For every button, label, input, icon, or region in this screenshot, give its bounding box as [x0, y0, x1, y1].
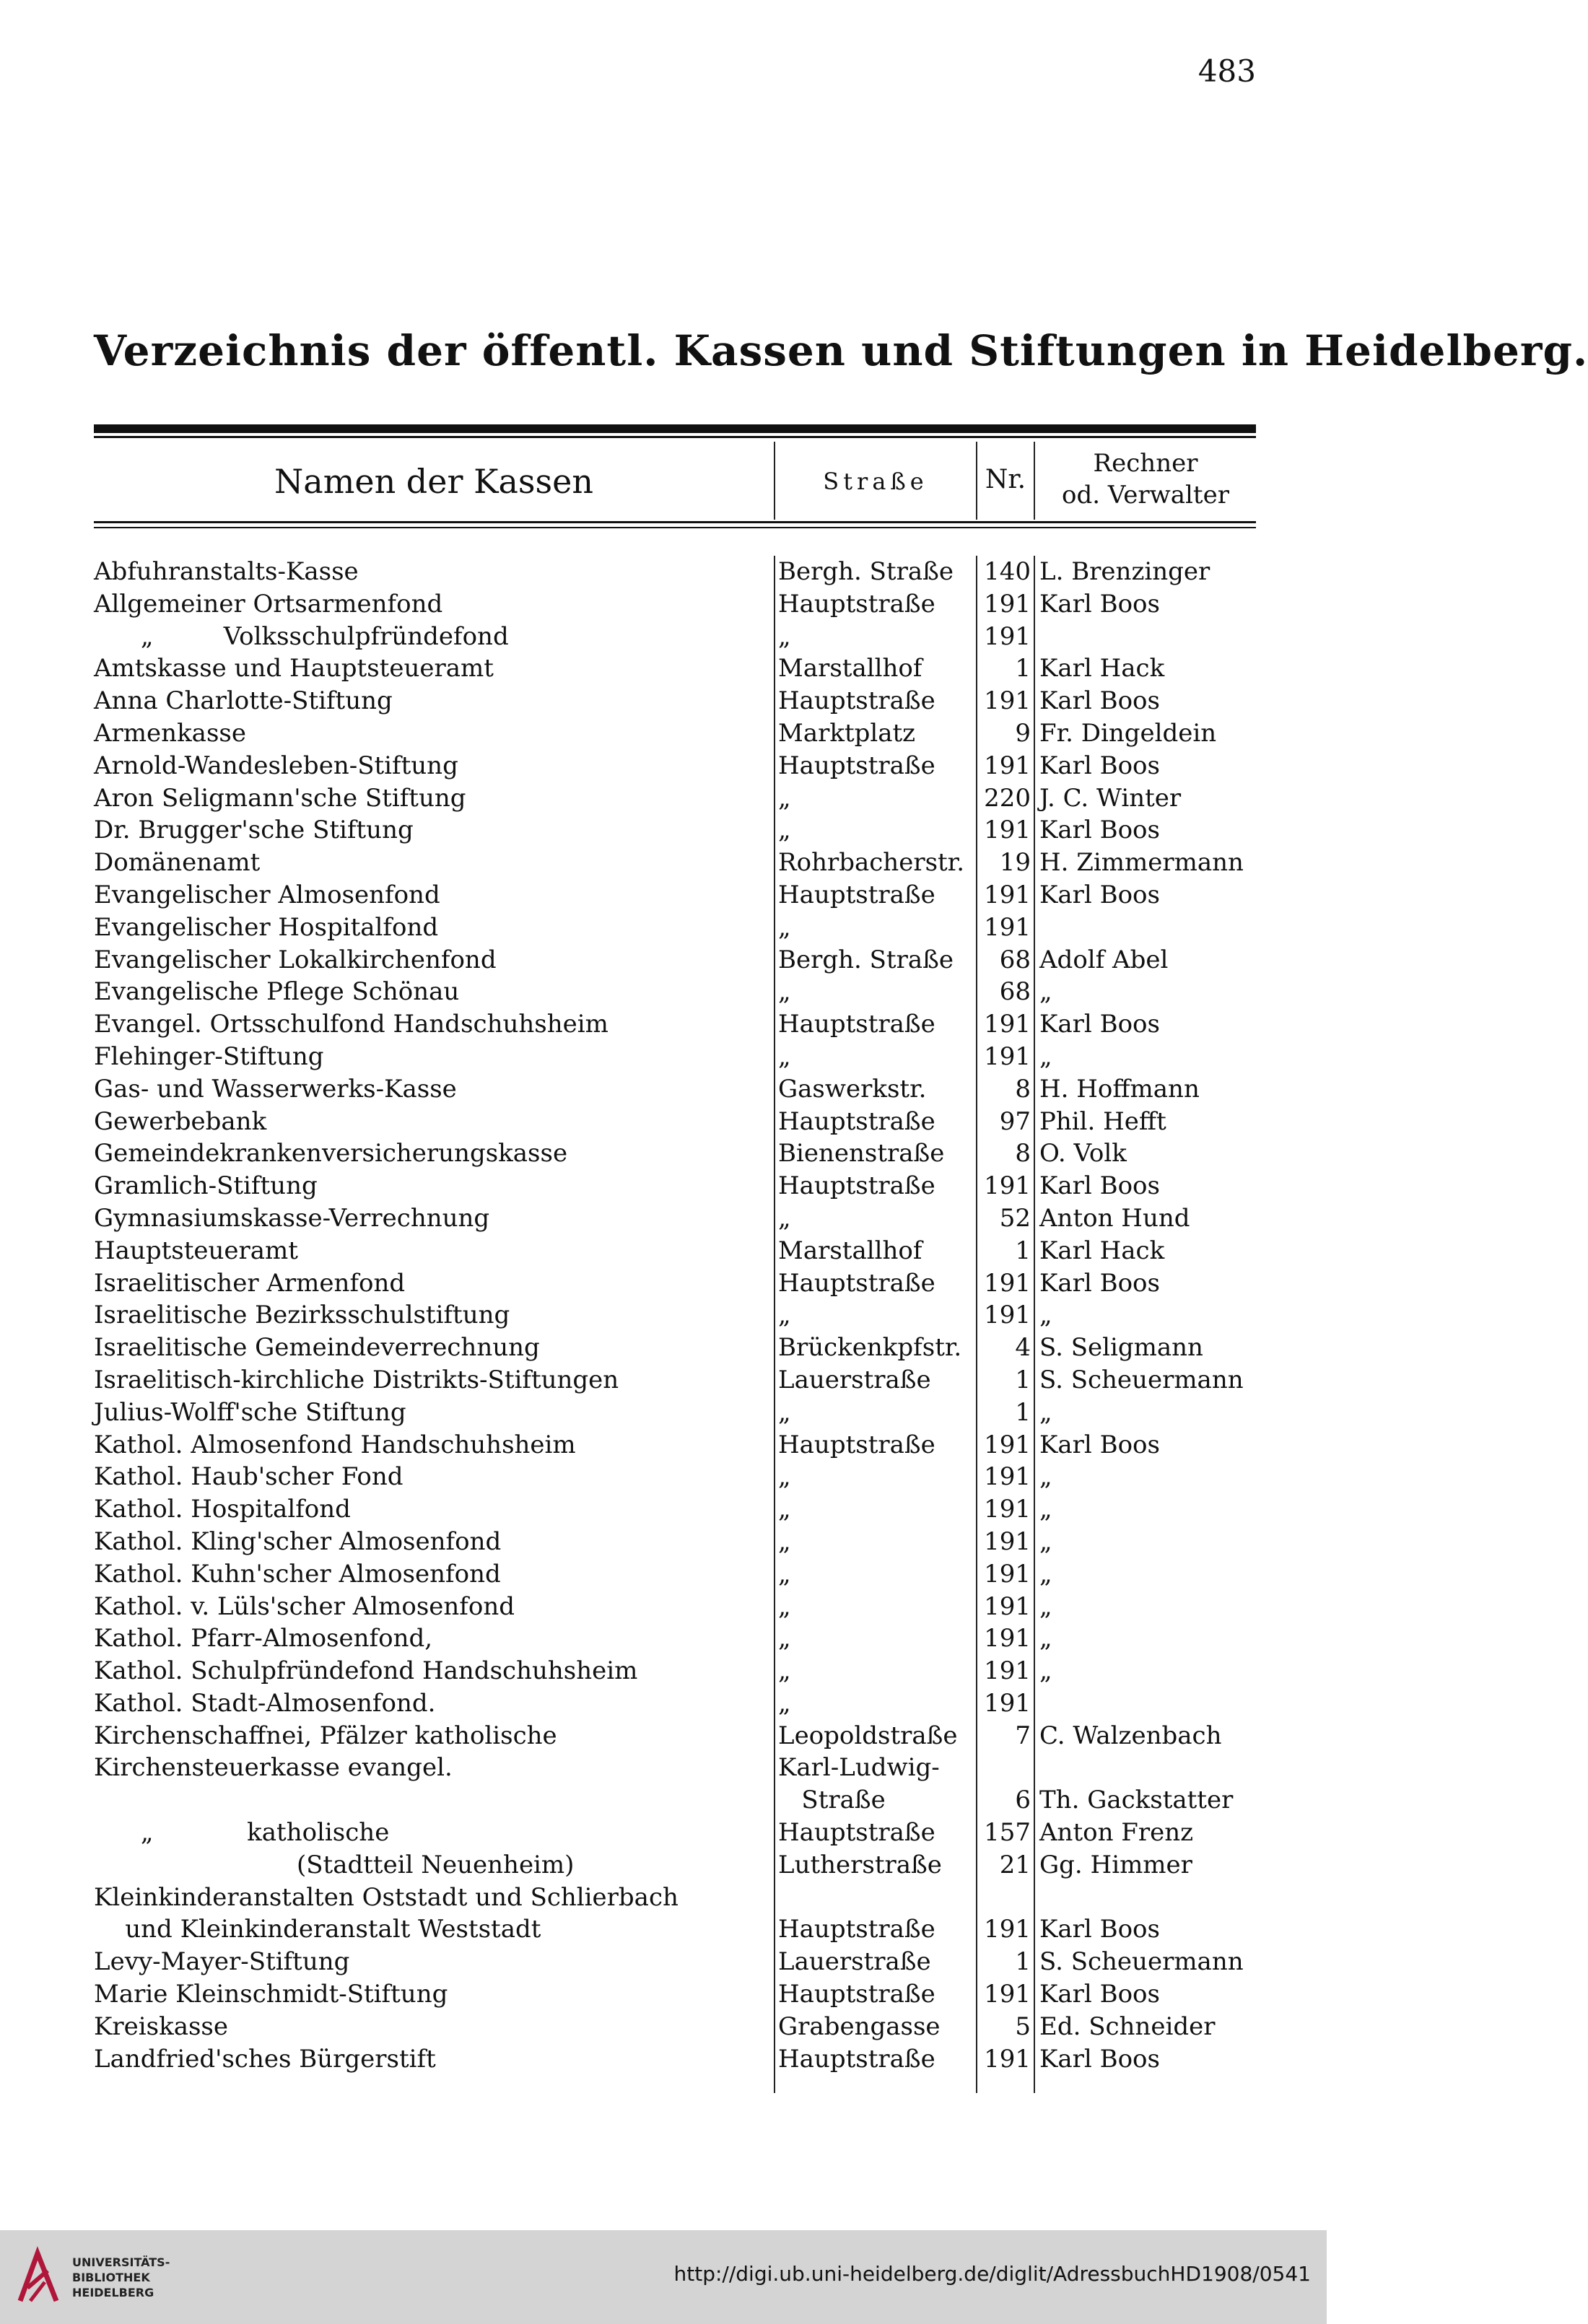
table-row	[94, 1817, 1256, 1849]
cell-street: Hauptstraße	[778, 1171, 935, 1201]
cell-rechner: Karl Boos	[1039, 589, 1160, 619]
header-rechner	[1035, 447, 1256, 511]
cell-nr: 1	[1015, 1397, 1031, 1427]
table-row	[94, 588, 1256, 621]
cell-name: Amtskasse und Hauptsteueramt	[94, 654, 494, 683]
cell-name: Kathol. Pfarr-Almosenfond,	[94, 1624, 433, 1654]
cell-nr: 220	[984, 783, 1031, 813]
cell-name: Flehinger-Stiftung	[94, 1041, 324, 1071]
cell-street: Rohrbacherstr.	[778, 848, 965, 878]
cell-name: Kathol. Haub'scher Fond	[94, 1462, 403, 1492]
cell-nr: 1	[1015, 1365, 1031, 1394]
table-rule-head	[94, 521, 1256, 523]
cell-nr: 191	[984, 1462, 1031, 1492]
cell-rechner: „	[1039, 1041, 1052, 1071]
cell-nr: 5	[1015, 2011, 1031, 2041]
cell-nr: 97	[999, 1106, 1031, 1136]
cell-street: Hauptstraße	[778, 880, 935, 909]
cell-rechner: Karl Boos	[1039, 816, 1160, 845]
cell-name: Gewerbebank	[94, 1106, 267, 1136]
table-row	[94, 1591, 1256, 1623]
cell-nr: 1	[1015, 1947, 1031, 1977]
cell-rechner: Phil. Hefft	[1039, 1106, 1166, 1136]
table-row	[94, 1364, 1256, 1397]
cell-rechner: Fr. Dingeldein	[1039, 718, 1217, 748]
header-name: Namen der Kassen	[274, 462, 593, 501]
table-row	[94, 912, 1256, 944]
table-row	[94, 1429, 1256, 1462]
table-row	[94, 782, 1256, 815]
cell-name: Arnold-Wandesleben-Stiftung	[94, 751, 458, 780]
cell-nr: 191	[984, 912, 1031, 942]
cell-street: Hauptstraße	[778, 1915, 935, 1944]
cell-nr: 8	[1015, 1139, 1031, 1168]
cell-nr: 191	[984, 1624, 1031, 1654]
cell-rechner: L. Brenzinger	[1039, 557, 1210, 586]
cell-street: Marstallhof	[778, 1236, 922, 1265]
cell-nr: 191	[984, 1301, 1031, 1330]
cell-nr: 6	[1015, 1786, 1031, 1815]
cell-nr: 1	[1015, 654, 1031, 683]
cell-street: Grabengasse	[778, 2011, 941, 2041]
cell-nr: 140	[984, 557, 1031, 586]
cell-name: (Stadtteil Neuenheim)	[94, 1850, 575, 1879]
table-row	[94, 1882, 1256, 1914]
cell-rechner: Karl Boos	[1039, 1430, 1160, 1459]
cell-name: Landfried'sches Bürgerstift	[94, 2044, 436, 2074]
cell-rechner: Gg. Himmer	[1039, 1850, 1192, 1879]
cell-street: Hauptstraße	[778, 589, 935, 619]
cell-nr: 191	[984, 1688, 1031, 1718]
cell-street: Hauptstraße	[778, 751, 935, 780]
cell-rechner: C. Walzenbach	[1039, 1721, 1222, 1750]
cell-rechner: Anton Frenz	[1039, 1818, 1194, 1848]
cell-street: Hauptstraße	[778, 1010, 935, 1039]
library-name	[72, 2255, 170, 2300]
cell-street: „	[778, 977, 791, 1007]
cell-name: Kathol. v. Lüls'scher Almosenfond	[94, 1591, 515, 1621]
cell-street: Hauptstraße	[778, 1818, 935, 1848]
cell-street: „	[778, 1656, 791, 1686]
table-row	[94, 1913, 1256, 1946]
library-name-line: HEIDELBERG	[72, 2286, 154, 2299]
cell-street: Lutherstraße	[778, 1850, 942, 1879]
table-row	[94, 1235, 1256, 1267]
cell-nr: 191	[984, 1980, 1031, 2009]
table-row	[94, 1558, 1256, 1591]
cell-street: „	[778, 1526, 791, 1556]
library-logo-icon	[16, 2249, 61, 2305]
table-row	[94, 1526, 1256, 1558]
cell-rechner: „	[1039, 1624, 1052, 1654]
cell-name: Israelitischer Armenfond	[94, 1268, 406, 1298]
cell-street: Hauptstraße	[778, 686, 935, 716]
cell-street: „	[778, 912, 791, 942]
cell-street: „	[778, 1203, 791, 1233]
cell-nr: 7	[1015, 1721, 1031, 1750]
table-row	[94, 717, 1256, 750]
cell-rechner: „	[1039, 1559, 1052, 1589]
cell-street: Hauptstraße	[778, 1268, 935, 1298]
table-row	[94, 2011, 1256, 2043]
table-row	[94, 1170, 1256, 1202]
table-row	[94, 1461, 1256, 1493]
cell-street: Lauerstraße	[778, 1365, 931, 1394]
cell-nr: 1	[1015, 1236, 1031, 1265]
table-row	[94, 814, 1256, 847]
table-row	[94, 847, 1256, 879]
cell-nr: 157	[984, 1818, 1031, 1848]
cell-rechner: Karl Boos	[1039, 1268, 1160, 1298]
table-row	[94, 1687, 1256, 1720]
cell-name: Hauptsteueramt	[94, 1236, 298, 1265]
cell-nr: 191	[984, 1495, 1031, 1524]
cell-nr: 191	[984, 816, 1031, 845]
cell-rechner: „	[1039, 1495, 1052, 1524]
table-row	[94, 1752, 1256, 1784]
cell-street: Bergh. Straße	[778, 557, 954, 586]
cell-street: Hauptstraße	[778, 1106, 935, 1136]
header-street: Straße	[823, 468, 928, 495]
cell-name: Abfuhranstalts-Kasse	[94, 557, 359, 586]
table-row	[94, 944, 1256, 977]
cell-rechner: Karl Boos	[1039, 1010, 1160, 1039]
cell-nr: 191	[984, 686, 1031, 716]
cell-rechner: Karl Hack	[1039, 1236, 1165, 1265]
header-rechner-line1: Rechner	[1093, 449, 1198, 478]
cell-rechner: Karl Boos	[1039, 1171, 1160, 1201]
cell-name: „ Volksschulpfründefond	[94, 621, 509, 651]
cell-name: Evangelischer Lokalkirchenfond	[94, 945, 497, 974]
cell-name: Levy-Mayer-Stiftung	[94, 1947, 350, 1977]
cell-name: Anna Charlotte-Stiftung	[94, 686, 393, 716]
library-name-line: BIBLIOTHEK	[72, 2271, 150, 2284]
page-title: Verzeichnis der öffentl. Kassen und Stiftungen in Heidelberg.	[94, 326, 1588, 375]
cell-name: Evangelische Pflege Schönau	[94, 977, 460, 1007]
cell-rechner: „	[1039, 1526, 1052, 1556]
table-row	[94, 1622, 1256, 1655]
cell-street: Karl-Ludwig-	[778, 1753, 940, 1783]
table-row	[94, 750, 1256, 782]
table-row	[94, 1073, 1256, 1106]
table-row	[94, 621, 1256, 653]
cell-nr: 191	[984, 1041, 1031, 1071]
cell-nr: 191	[984, 880, 1031, 909]
cell-name: Kirchensteuerkasse evangel.	[94, 1753, 453, 1783]
cell-nr: 9	[1015, 718, 1031, 748]
cell-rechner: H. Zimmermann	[1039, 848, 1244, 878]
cell-street: „	[778, 1688, 791, 1718]
cell-rechner: J. C. Winter	[1039, 783, 1182, 813]
cell-nr: 191	[984, 1268, 1031, 1298]
table-row	[94, 1720, 1256, 1752]
cell-street: Gaswerkstr.	[778, 1074, 927, 1104]
table-row	[94, 1299, 1256, 1332]
cell-street: „	[778, 783, 791, 813]
cell-name: Kathol. Kuhn'scher Almosenfond	[94, 1559, 501, 1589]
library-name-line: UNIVERSITÄTS-	[72, 2255, 170, 2269]
table-row	[94, 1655, 1256, 1687]
cell-name: Israelitisch-kirchliche Distrikts-Stiftungen	[94, 1365, 619, 1394]
cell-nr: 52	[999, 1203, 1031, 1233]
cell-name: Evangelischer Almosenfond	[94, 880, 440, 909]
cell-name: Julius-Wolff'sche Stiftung	[94, 1397, 406, 1427]
cell-street: „	[778, 621, 791, 651]
cell-nr: 191	[984, 1559, 1031, 1589]
table-row	[94, 1849, 1256, 1882]
cell-rechner: „	[1039, 1301, 1052, 1330]
cell-name: Evangelischer Hospitalfond	[94, 912, 439, 942]
table-row	[94, 1041, 1256, 1073]
cell-name: Gemeindekrankenversicherungskasse	[94, 1139, 568, 1168]
cell-name: Aron Seligmann'sche Stiftung	[94, 783, 466, 813]
cell-street: Straße	[778, 1786, 886, 1815]
page-number: 483	[1197, 53, 1256, 89]
cell-name: und Kleinkinderanstalt Weststadt	[94, 1915, 541, 1944]
table-row	[94, 556, 1256, 588]
cell-nr: 19	[999, 848, 1031, 878]
table-row	[94, 685, 1256, 717]
cell-rechner: „	[1039, 1591, 1052, 1621]
table-row	[94, 1397, 1256, 1429]
cell-nr: 191	[984, 751, 1031, 780]
cell-rechner: Karl Hack	[1039, 654, 1165, 683]
cell-nr: 191	[984, 1656, 1031, 1686]
footer-bar	[0, 2230, 1327, 2324]
cell-name: Kirchenschaffnei, Pfälzer katholische	[94, 1721, 557, 1750]
cell-name: Israelitische Gemeindeverrechnung	[94, 1333, 540, 1363]
table-row	[94, 1946, 1256, 1978]
cell-nr: 191	[984, 621, 1031, 651]
cell-nr: 191	[984, 2044, 1031, 2074]
cell-nr: 191	[984, 1010, 1031, 1039]
table-row	[94, 2043, 1256, 2076]
cell-nr: 4	[1015, 1333, 1031, 1363]
table-row	[94, 1106, 1256, 1138]
cell-rechner: Karl Boos	[1039, 686, 1160, 716]
header-nr: Nr.	[985, 465, 1026, 494]
cell-rechner: H. Hoffmann	[1039, 1074, 1200, 1104]
cell-street: „	[778, 1301, 791, 1330]
cell-name: Armenkasse	[94, 718, 246, 748]
cell-nr: 191	[984, 1526, 1031, 1556]
cell-name: Gramlich-Stiftung	[94, 1171, 318, 1201]
cell-street: Hauptstraße	[778, 1430, 935, 1459]
cell-nr: 8	[1015, 1074, 1031, 1104]
cell-street: „	[778, 1397, 791, 1427]
cell-nr: 191	[984, 1591, 1031, 1621]
cell-street: Brückenkpfstr.	[778, 1333, 962, 1363]
cell-street: Lauerstraße	[778, 1947, 931, 1977]
cell-street: Leopoldstraße	[778, 1721, 958, 1750]
cell-street: „	[778, 1041, 791, 1071]
cell-name: Marie Kleinschmidt-Stiftung	[94, 1980, 448, 2009]
cell-rechner: S. Scheuermann	[1039, 1947, 1244, 1977]
cell-street: „	[778, 816, 791, 845]
cell-name: Gas- und Wasserwerks-Kasse	[94, 1074, 457, 1104]
header-rechner-line2: od. Verwalter	[1062, 481, 1229, 510]
table-body	[94, 556, 1256, 2075]
table-row	[94, 1493, 1256, 1526]
cell-rechner: Anton Hund	[1039, 1203, 1190, 1233]
cell-name: Allgemeiner Ortsarmenfond	[94, 589, 443, 619]
cell-name: Israelitische Bezirksschulstiftung	[94, 1301, 510, 1330]
cell-nr: 68	[999, 945, 1031, 974]
cell-name: Kathol. Hospitalfond	[94, 1495, 351, 1524]
cell-name: Kathol. Almosenfond Handschuhsheim	[94, 1430, 576, 1459]
table-row	[94, 976, 1256, 1008]
cell-street: Bergh. Straße	[778, 945, 954, 974]
table-row	[94, 1332, 1256, 1364]
cell-street: „	[778, 1559, 791, 1589]
cell-name: Kreiskasse	[94, 2011, 228, 2041]
table-row	[94, 1978, 1256, 2011]
cell-nr: 191	[984, 1430, 1031, 1459]
cell-street: Hauptstraße	[778, 2044, 935, 2074]
cell-nr: 191	[984, 1171, 1031, 1201]
source-url-link[interactable]: http://digi.ub.uni-heidelberg.de/diglit/AdressbuchHD1908/0541	[673, 2262, 1311, 2286]
cell-rechner: S. Scheuermann	[1039, 1365, 1244, 1394]
table-row	[94, 1137, 1256, 1170]
cell-rechner: „	[1039, 1462, 1052, 1492]
cell-rechner: Ed. Schneider	[1039, 2011, 1216, 2041]
cell-rechner: Karl Boos	[1039, 1980, 1160, 2009]
table-row	[94, 1267, 1256, 1300]
cell-rechner: „	[1039, 977, 1052, 1007]
cell-nr: 191	[984, 589, 1031, 619]
cell-name: Evangel. Ortsschulfond Handschuhsheim	[94, 1010, 608, 1039]
cell-street: „	[778, 1591, 791, 1621]
cell-rechner: Karl Boos	[1039, 880, 1160, 909]
cell-street: Hauptstraße	[778, 1980, 935, 2009]
cell-nr: 191	[984, 1915, 1031, 1944]
cell-rechner: Adolf Abel	[1039, 945, 1169, 974]
cell-rechner: Karl Boos	[1039, 2044, 1160, 2074]
table-row	[94, 652, 1256, 685]
cell-rechner: „	[1039, 1397, 1052, 1427]
cell-name: Gymnasiumskasse-Verrechnung	[94, 1203, 490, 1233]
cell-name: Kleinkinderanstalten Oststadt und Schlierbach	[94, 1882, 679, 1912]
cell-street: Marktplatz	[778, 718, 916, 748]
cell-rechner: „	[1039, 1656, 1052, 1686]
table-rule-top-thin	[94, 436, 1256, 438]
cell-name: Kathol. Kling'scher Almosenfond	[94, 1526, 502, 1556]
cell-street: „	[778, 1624, 791, 1654]
cell-name: Kathol. Stadt-Almosenfond.	[94, 1688, 436, 1718]
cell-street: „	[778, 1462, 791, 1492]
cell-rechner: Th. Gackstatter	[1039, 1786, 1234, 1815]
cell-rechner: S. Seligmann	[1039, 1333, 1203, 1363]
table-row	[94, 1202, 1256, 1235]
table-row	[94, 1008, 1256, 1041]
table-row	[94, 879, 1256, 912]
cell-name: Domänenamt	[94, 848, 261, 878]
cell-rechner: Karl Boos	[1039, 751, 1160, 780]
table-rule-top	[94, 424, 1256, 433]
table-row	[94, 1784, 1256, 1817]
cell-street: „	[778, 1495, 791, 1524]
cell-name: Kathol. Schulpfründefond Handschuhsheim	[94, 1656, 638, 1686]
cell-street: Marstallhof	[778, 654, 922, 683]
table-rule-head-thin	[94, 527, 1256, 528]
cell-street: Bienenstraße	[778, 1139, 945, 1168]
cell-rechner: Karl Boos	[1039, 1915, 1160, 1944]
cell-name: Dr. Brugger'sche Stiftung	[94, 816, 414, 845]
cell-rechner: O. Volk	[1039, 1139, 1127, 1168]
cell-nr: 68	[999, 977, 1031, 1007]
cell-name: „ katholische	[94, 1818, 390, 1848]
cell-nr: 21	[999, 1850, 1031, 1879]
